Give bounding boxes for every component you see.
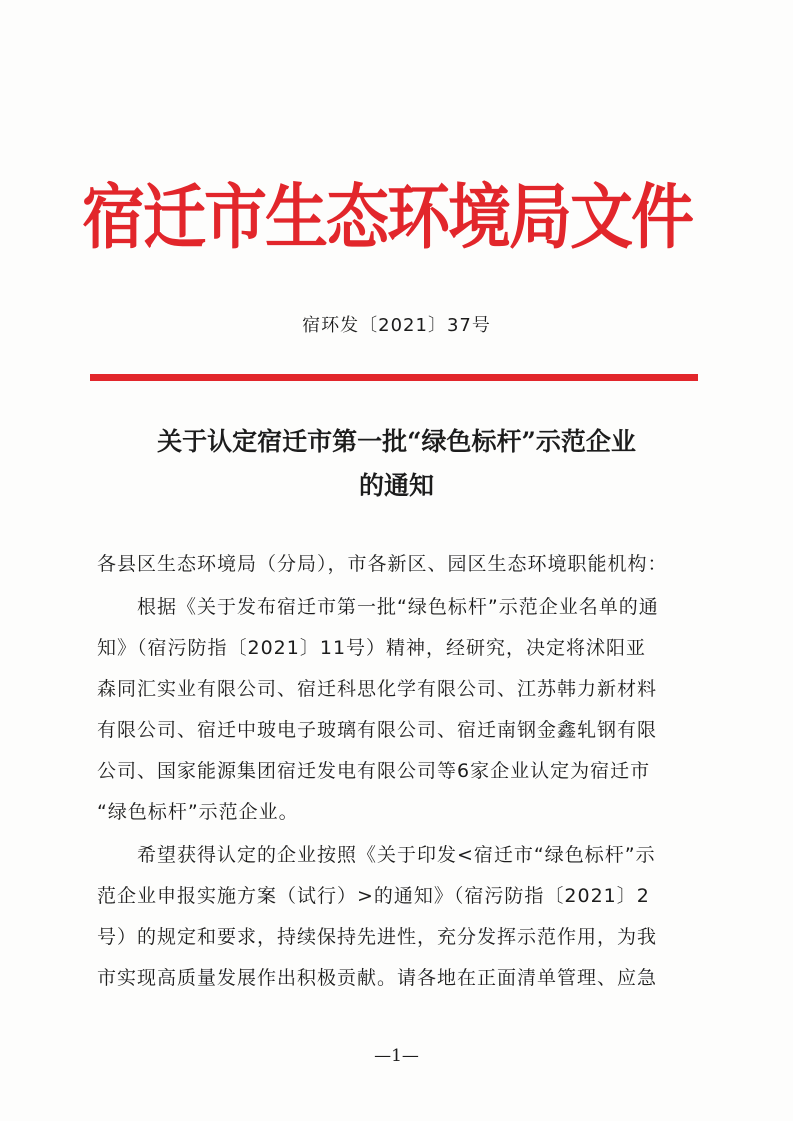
document-number: 宿环发〔2021〕37号 (302, 315, 491, 336)
body-line: 号）的规定和要求，持续保持先进性，充分发挥示范作用，为我 (97, 926, 658, 948)
notice-title-line-2: 的通知 (358, 471, 434, 500)
body-line: 公司、国家能源集团宿迁发电有限公司等6家企业认定为宿迁市 (97, 760, 651, 782)
body-line: 知》（宿污防指〔2021〕11号）精神，经研究，决定将沭阳亚 (97, 637, 647, 659)
body-line: 森同汇实业有限公司、宿迁科思化学有限公司、江苏韩力新材料 (97, 678, 658, 700)
notice-title-line-1: 关于认定宿迁市第一批“绿色标杆”示范企业 (157, 427, 636, 456)
body-line: 各县区生态环境局（分局），市各新区、园区生态环境职能机构： (97, 553, 668, 575)
body-line: “绿色标杆”示范企业。 (97, 801, 299, 823)
body-line: 市实现高质量发展作出积极贡献。请各地在正面清单管理、应急 (97, 967, 658, 989)
body-line: 希望获得认定的企业按照《关于印发<宿迁市“绿色标杆”示 (97, 844, 656, 866)
red-divider-line (90, 374, 698, 381)
body-line: 范企业申报实施方案（试行）>的通知》（宿污防指〔2021〕2 (97, 885, 650, 907)
body-line: 根据《关于发布宿迁市第一批“绿色标杆”示范企业名单的通 (97, 596, 659, 618)
body-line: 有限公司、宿迁中玻电子玻璃有限公司、宿迁南钢金鑫轧钢有限 (97, 719, 658, 741)
document-header-title: 宿迁市生态环境局文件 (82, 175, 692, 259)
page-number: —1— (374, 1046, 419, 1066)
